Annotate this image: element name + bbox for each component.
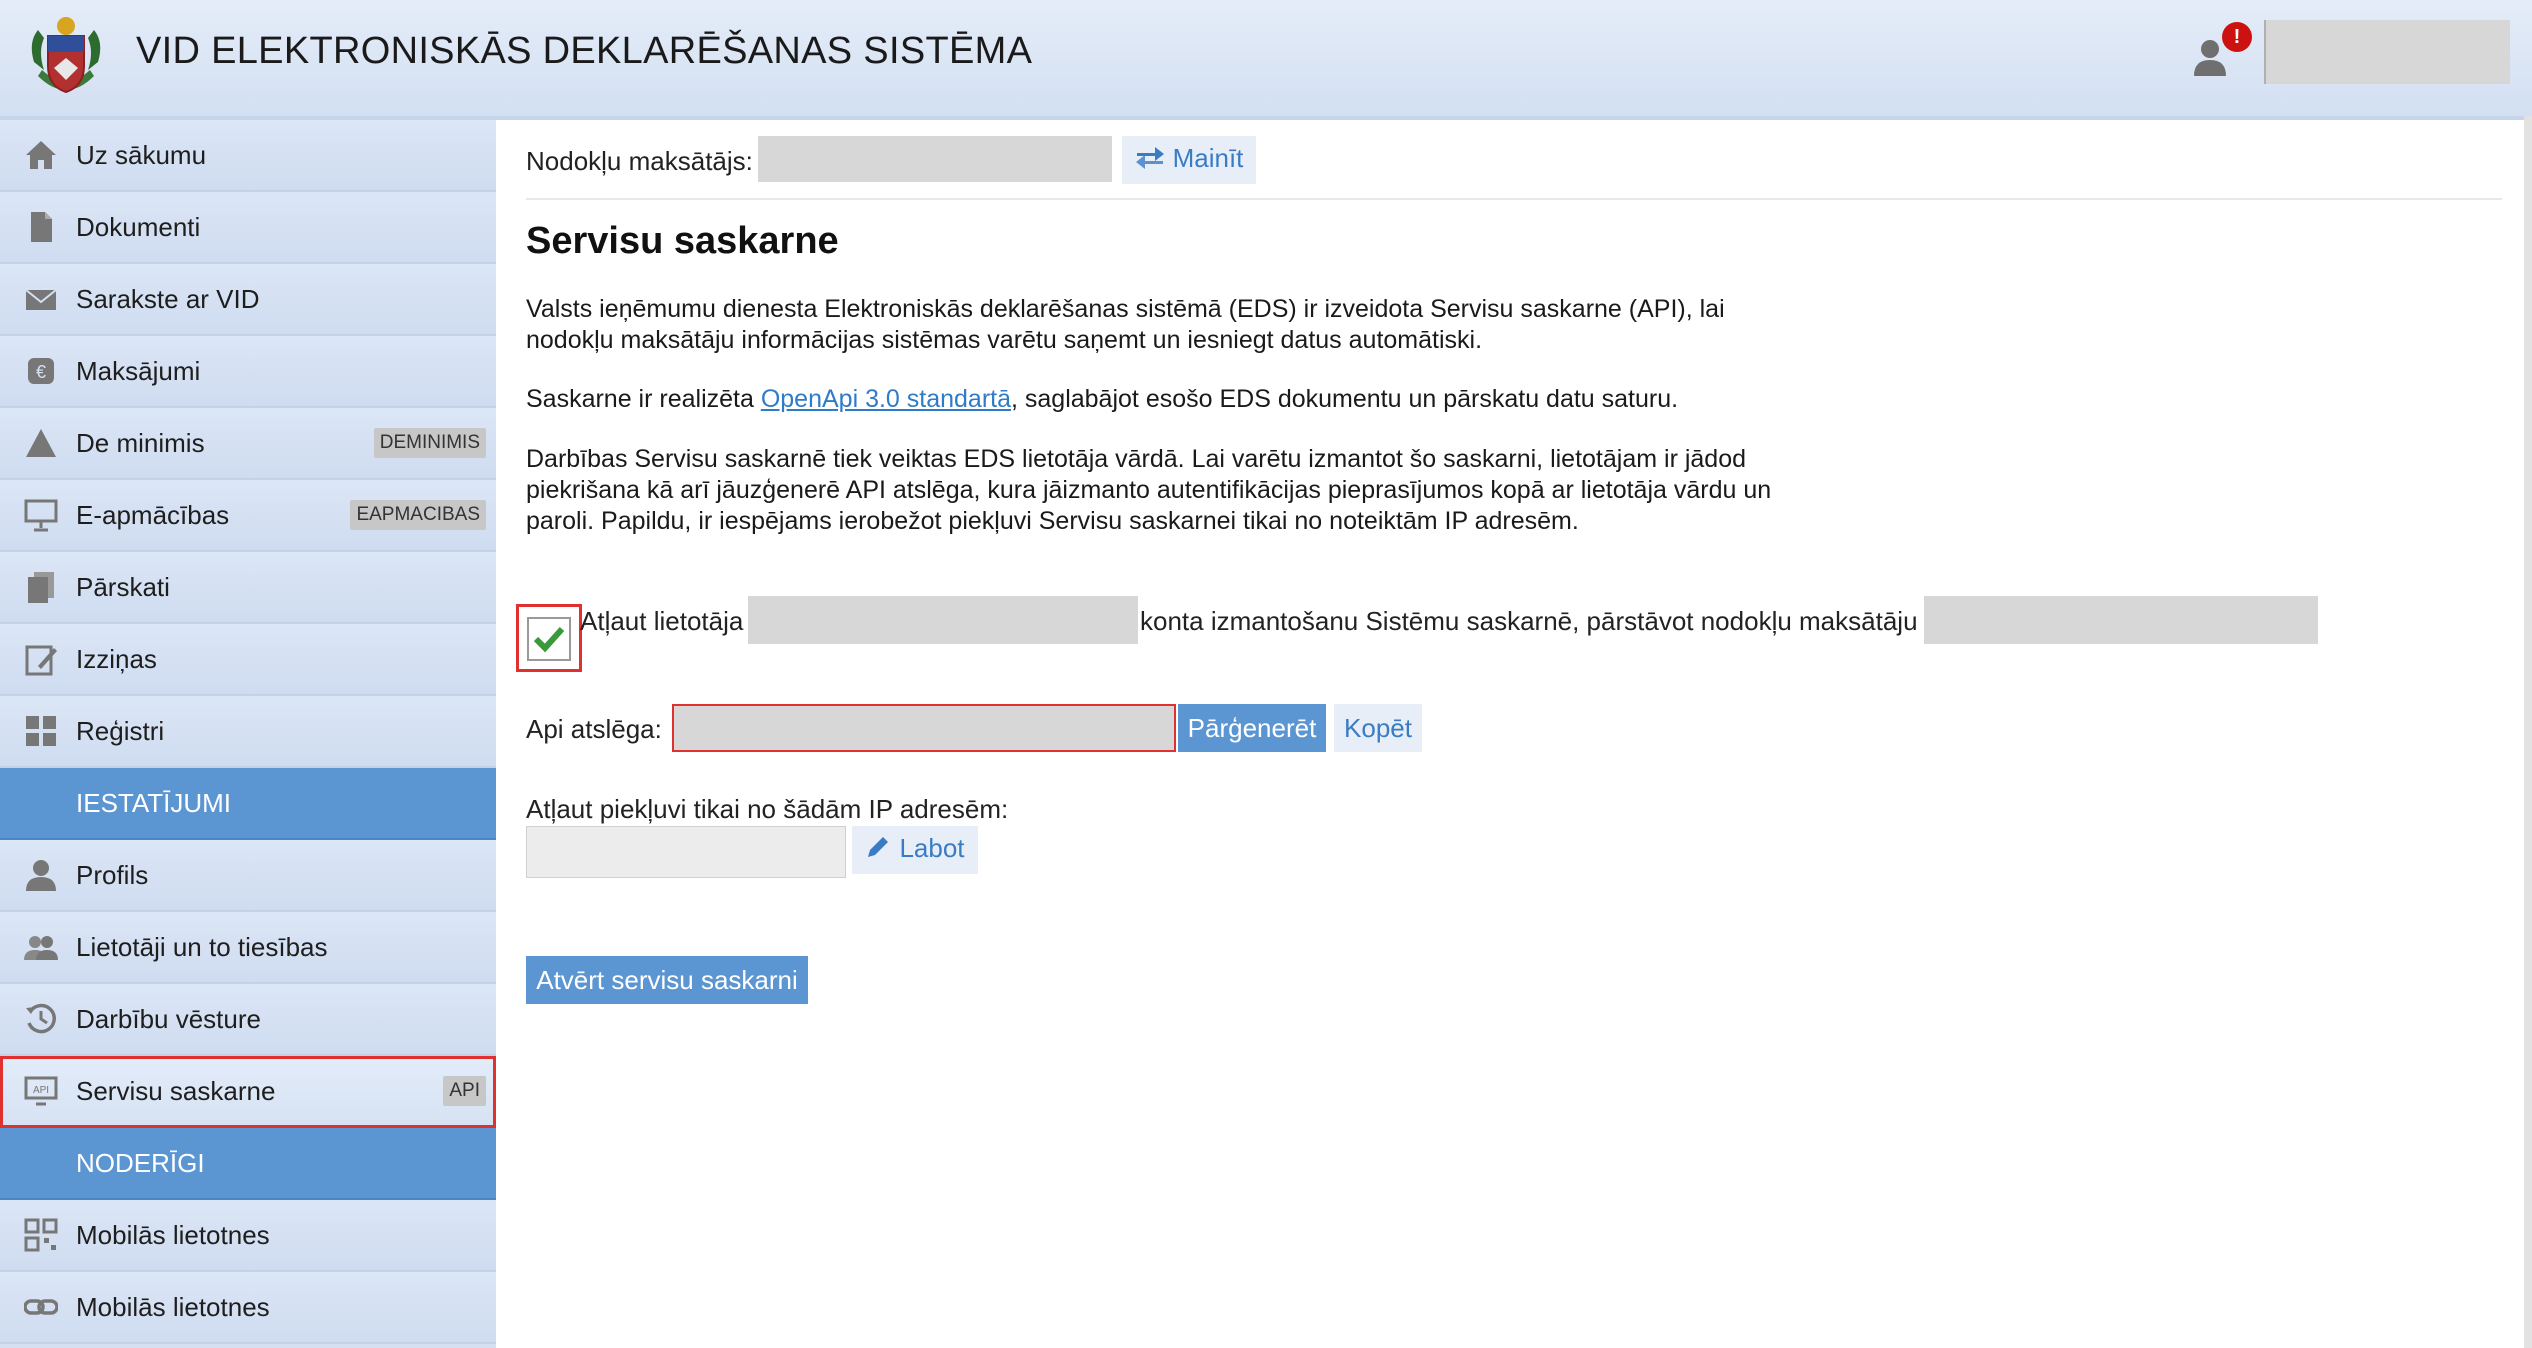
sidebar-item-e-learning[interactable] bbox=[0, 480, 496, 552]
sidebar-section-settings bbox=[0, 768, 496, 840]
sidebar-item-mobile-apps-2[interactable] bbox=[0, 1272, 496, 1344]
reports-icon bbox=[24, 570, 58, 604]
sidebar-item-label: Maksājumi bbox=[76, 356, 201, 386]
divider bbox=[526, 198, 2502, 200]
consent-text-prefix: Atļaut lietotāja bbox=[580, 606, 744, 636]
sidebar-item-reports[interactable] bbox=[0, 552, 496, 624]
home-icon bbox=[24, 138, 58, 172]
pencil-icon bbox=[865, 834, 891, 867]
taxpayer-value bbox=[758, 136, 1112, 182]
sidebar-item-label: Pārskati bbox=[76, 572, 170, 602]
change-taxpayer-button[interactable] bbox=[1122, 136, 1256, 184]
svg-text:API: API bbox=[32, 1085, 50, 1096]
ip-restriction-label: Atļaut piekļuvi tikai no šādām IP adresēm: bbox=[526, 794, 1009, 824]
sidebar-item-home[interactable] bbox=[0, 120, 496, 192]
sidebar-item-certificates[interactable] bbox=[0, 624, 496, 696]
regenerate-button[interactable]: Pārģenerēt bbox=[1178, 704, 1326, 752]
user-name-value bbox=[748, 596, 1138, 644]
sidebar-item-badge: DEMINIMIS bbox=[374, 428, 486, 458]
link-icon bbox=[24, 1290, 58, 1324]
sidebar-item-badge: EAPMACIBAS bbox=[350, 500, 486, 530]
users-icon bbox=[24, 930, 58, 964]
openapi-link[interactable]: OpenApi 3.0 standartā bbox=[760, 385, 1011, 413]
sidebar-item-label: Lietotāji un to tiesības bbox=[76, 932, 328, 962]
sidebar-item-de-minimis[interactable] bbox=[0, 408, 496, 480]
app-title: VID ELEKTRONISKĀS DEKLARĒŠANAS SISTĒMA bbox=[136, 30, 1033, 72]
presentation-icon bbox=[24, 498, 58, 532]
edit-button-label: Labot bbox=[899, 833, 965, 864]
api-screen-icon bbox=[24, 1074, 58, 1108]
edit-document-icon bbox=[24, 642, 58, 676]
standard-text-after: , saglabājot esošo EDS dokumentu un pārskatu datu saturu. bbox=[1011, 385, 1679, 413]
consent-checkbox-highlight bbox=[516, 604, 582, 672]
sidebar-item-documents[interactable] bbox=[0, 192, 496, 264]
envelope-icon bbox=[24, 282, 58, 316]
usage-paragraph bbox=[526, 444, 1926, 537]
sidebar-item-badge: API bbox=[443, 1076, 486, 1106]
sidebar-item-label: E-apmācības bbox=[76, 500, 230, 530]
open-service-interface-button[interactable]: Atvērt servisu saskarni bbox=[526, 956, 808, 1004]
notification-badge[interactable]: ! bbox=[2222, 22, 2252, 52]
standard-paragraph bbox=[526, 384, 1926, 415]
sidebar-item-label: Servisu saskarne bbox=[76, 1076, 276, 1106]
section-label: IESTATĪJUMI bbox=[76, 788, 232, 818]
taxpayer-label: Nodokļu maksātājs: bbox=[526, 146, 753, 176]
section-label: NODERĪGI bbox=[76, 1148, 205, 1178]
history-icon bbox=[24, 1002, 58, 1036]
ip-address-field[interactable] bbox=[526, 826, 846, 878]
qr-code-icon bbox=[24, 1218, 58, 1252]
sidebar-item-history[interactable] bbox=[0, 984, 496, 1056]
user-icon bbox=[24, 858, 58, 892]
usage-line-3: paroli. Papildu, ir iespējams ierobežot piekļuvi Servisu saskarnei tikai no noteiktām IP adresēm. bbox=[526, 507, 1579, 535]
sidebar-item-label: Profils bbox=[76, 860, 149, 890]
sidebar-item-label: Izziņas bbox=[76, 644, 157, 674]
main-content bbox=[496, 120, 2520, 1348]
svg-text:€: € bbox=[35, 362, 47, 382]
page-title: Servisu saskarne bbox=[526, 220, 839, 262]
sidebar-item-mobile-apps[interactable] bbox=[0, 1200, 496, 1272]
standard-text-before: Saskarne ir realizēta bbox=[526, 385, 761, 413]
document-icon bbox=[24, 210, 58, 244]
sidebar-item-label: Darbību vēsture bbox=[76, 1004, 261, 1034]
intro-paragraph bbox=[526, 294, 1926, 356]
payment-icon bbox=[24, 354, 58, 388]
sidebar-item-label: Mobilās lietotnes bbox=[76, 1220, 270, 1250]
intro-line-1: Valsts ieņēmumu dienesta Elektroniskās deklarēšanas sistēmā (EDS) ir izveidota Servisu saskarne (API), lai bbox=[526, 295, 1725, 323]
consent-checkbox[interactable] bbox=[527, 617, 571, 661]
usage-line-2: piekrišana kā arī jāuzģenerē API atslēga, kura jāizmanto autentifikācijas pieprasījumos kopā ar lietotāja vārdu un bbox=[526, 476, 1772, 504]
consent-text-middle: konta izmantošanu Sistēmu saskarnē, pārstāvot nodokļu maksātāju bbox=[1140, 606, 1918, 636]
sidebar-item-profile[interactable] bbox=[0, 840, 496, 912]
copy-button[interactable]: Kopēt bbox=[1334, 704, 1422, 752]
window-scrollbar[interactable] bbox=[2524, 116, 2532, 1348]
taxpayer-name-value bbox=[1924, 596, 2318, 644]
coat-of-arms-icon[interactable] bbox=[24, 12, 108, 100]
api-key-field[interactable] bbox=[672, 704, 1176, 752]
api-key-label: Api atslēga: bbox=[526, 714, 662, 744]
sidebar-item-correspondence[interactable] bbox=[0, 264, 496, 336]
sidebar-item-api[interactable] bbox=[0, 1056, 496, 1128]
sidebar-item-users[interactable] bbox=[0, 912, 496, 984]
intro-line-2: nodokļu maksātāju informācijas sistēmas varētu saņemt un iesniegt datus automātiski. bbox=[526, 326, 1483, 354]
sidebar-item-label: Dokumenti bbox=[76, 212, 201, 242]
usage-line-1: Darbības Servisu saskarnē tiek veiktas EDS lietotāja vārdā. Lai varētu izmantot šo saskarni, lietotājam ir jādod bbox=[526, 445, 1747, 473]
sidebar-item-label: Sarakste ar VID bbox=[76, 284, 260, 314]
edit-ip-button[interactable] bbox=[852, 826, 978, 874]
sidebar-item-payments[interactable] bbox=[0, 336, 496, 408]
swap-arrows-icon bbox=[1135, 144, 1165, 177]
sidebar-section-useful bbox=[0, 1128, 496, 1200]
sidebar bbox=[0, 120, 496, 1348]
sidebar-item-label: Mobilās lietotnes bbox=[76, 1292, 270, 1322]
checkmark-icon bbox=[529, 619, 569, 659]
change-button-label: Mainīt bbox=[1172, 143, 1244, 174]
sidebar-item-label: De minimis bbox=[76, 428, 205, 458]
sidebar-item-label: Uz sākumu bbox=[76, 140, 207, 170]
app-header bbox=[0, 0, 2532, 120]
sidebar-item-registers[interactable] bbox=[0, 696, 496, 768]
grid-icon bbox=[24, 714, 58, 748]
user-name-field[interactable] bbox=[2264, 20, 2510, 84]
triangle-icon bbox=[24, 426, 58, 460]
sidebar-item-label: Reģistri bbox=[76, 716, 165, 746]
